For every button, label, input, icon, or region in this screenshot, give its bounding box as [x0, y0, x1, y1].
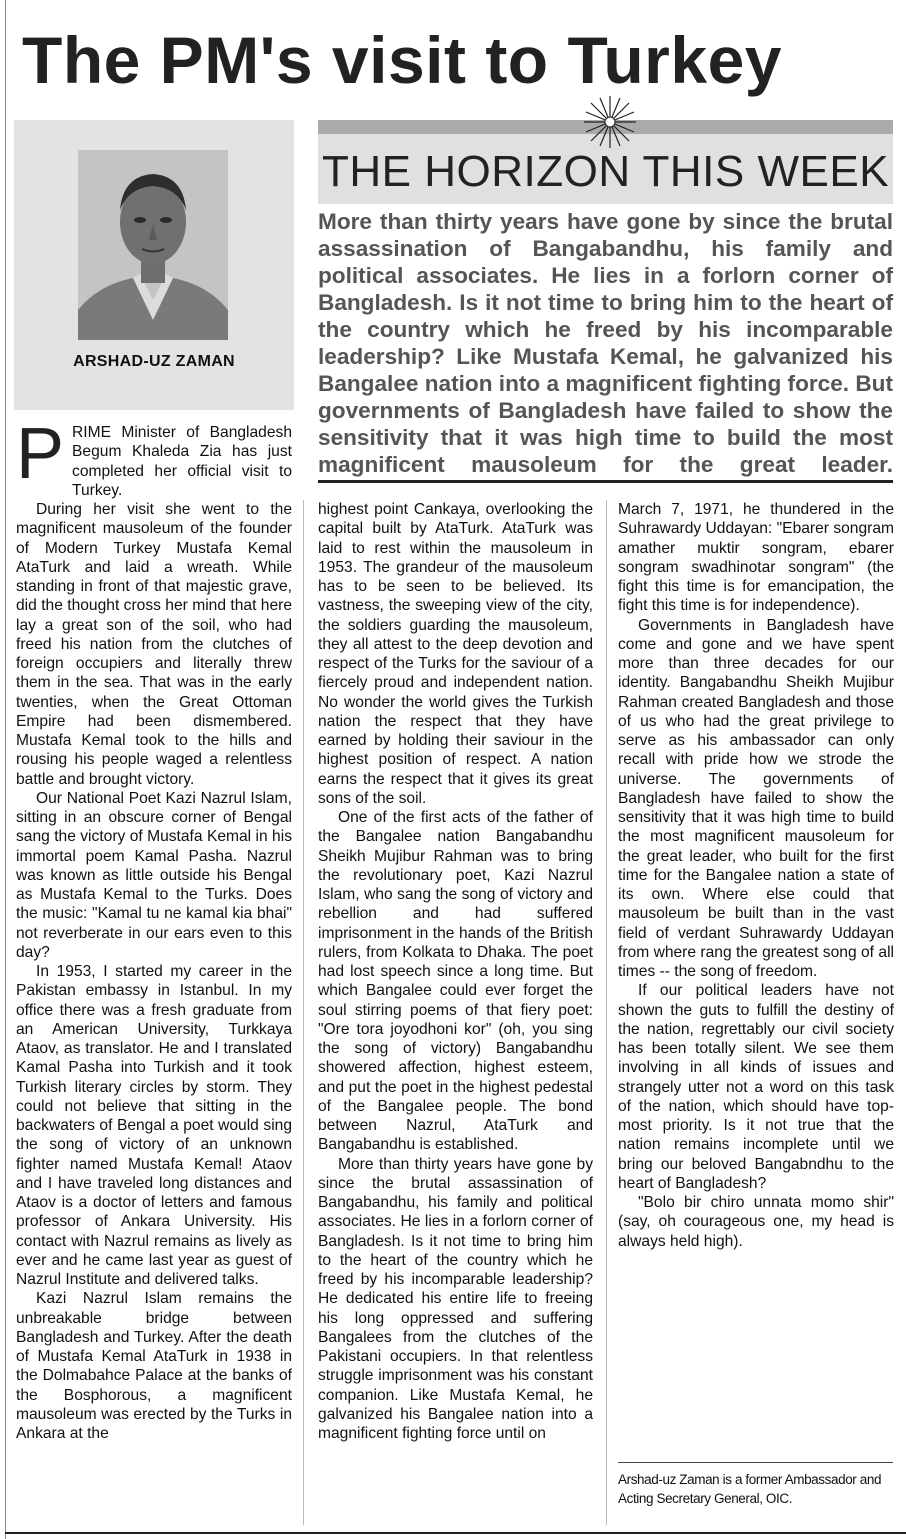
starburst-icon — [582, 94, 638, 150]
article-paragraph: highest point Cankaya, overlooking the capital built by AtaTurk. AtaTurk was laid to rest within the mausoleum in 1953. The grandeur of the mausoleum has to be seen to be believed. Its vastness, the sweeping view of the city, the soldiers guarding the mausoleum, they all attest to the deep devotion and respect of the Turks for the saviour of a fiercely proud and independent nation. No wonder the world gives the Turkish nation the respect that they have earned by holding their saviour in the highest position of respect. A nation earns the respect that it gives its great sons of the soil. — [318, 501, 593, 807]
author-portrait-icon — [78, 150, 228, 340]
article-paragraph: During her visit she went to the magnificent mausoleum of the founder of Modern Turkey Mustafa Kemal AtaTurk and laid a wreath. While standing in front of that majestic grave, did the thought cross her mind that here lay a great son of the soil, who had freed his nation from the clutches of foreign occupiers and literally threw them in the sea. That was in the early twenties, when the Great Ottoman Empire had been dismembered. Mustafa Kemal took to the hills and rousing his people waged a relentless battle and brought victory. — [16, 501, 292, 788]
article-column-3 — [618, 500, 894, 1460]
article-paragraph: Governments in Bangladesh have come and gone and we have spent more than three decades for our identity. Bangabandhu Sheikh Mujibur Rahman created Bangladesh and those of us who had the great privilege to serve as his ambassador can only recall with pride how we strode the universe. The governments of Bangladesh have failed to show the sensitivity that it was high time to build the most magnificent mausoleum for the great leader, who built for the first time for the Bangalee nation a state of its own. Where else could that mausoleum be built than in the vast field of verdant Suhrawardy Uddayan from where rang the greatest song of all times -- the song of freedom. — [618, 616, 894, 980]
article-paragraph: If our political leaders have not shown the guts to fulfill the destiny of the nation, regrettably our civil society has been totally silent. We see them involving in all kinds of issues and strangely utter not a word on this task of the nation, which should have top-most priority. Is it not true that the nation remains incomplete until we bring our beloved Bangabndhu to the heart of Bangladesh? — [618, 982, 894, 1192]
article-paragraph: Kazi Nazrul Islam remains the unbreakable bridge between Bangladesh and Turkey. After the death of Mustafa Kemal AtaTurk in 1938 in the Dolmabahce Palace at the banks of the Bosphorous, a magnificent mausoleum was erected by the Turks in Ankara at the — [16, 1290, 292, 1442]
article-paragraph-text: RIME Minister of Bangladesh Begum Khaleda Zia has just completed her official visit to Turkey. — [72, 424, 292, 499]
author-photo — [78, 150, 228, 340]
author-bio: Arshad-uz Zaman is a former Ambassador and Acting Secretary General, OIC. — [618, 1472, 882, 1506]
article-paragraph: In 1953, I started my career in the Pakistan embassy in Istanbul. In my office there was a fresh graduate from an American University, Turkkaya Ataov, as translator. He and I translated Kamal Pasha into Turkish and it took Turkish literary circles by storm. They could not believe that sitting in the backwaters of Bengal a poet would sing the song of victory of an unknown fighter named Mustafa Kemal! Ataov and I have traveled long distances and Ataov is a doctor of letters and famous professor of Ankara University. His contact with Nazrul remains as lively as ever and he came last year as guest of Nazrul Institute and delivered talks. — [16, 963, 292, 1288]
drop-cap: P — [16, 414, 65, 494]
article-column-1 — [16, 414, 292, 1523]
column-divider — [606, 500, 607, 1525]
deck-rule — [318, 480, 893, 483]
article-paragraph — [16, 414, 292, 500]
article-column-2 — [318, 500, 593, 1525]
left-border-rule — [5, 0, 6, 1539]
bottom-border-rule — [5, 1532, 906, 1534]
article-paragraph: More than thirty years have gone by since the brutal assassination of Bangabandhu, his family and political associates. He lies in a forlorn corner of Bangladesh. Is it not time to bring him to the heart of the country which he freed by his incomparable leadership? He dedicated his entire life to freeing his long oppressed and suffering Bangalees from the clutches of the Pakistani occupiers. In that relentless struggle imprisonment was his constant companion. Like Mustafa Kemal, he galvanized his Bangalee nation into a magnificent fighting force until on — [318, 1155, 593, 1442]
article-paragraph: Our National Poet Kazi Nazrul Islam, sitting in an obscure corner of Bengal sang the victory of Mustafa Kemal in his immortal poem Kamal Pasha. Nazrul was known as little outside his Bengal as Mustafa Kemal to the Turks. Does the music: "Kamal tu ne kamal kia bhai" not reverberate in our ears even to this day? — [16, 789, 292, 961]
author-name: ARSHAD-UZ ZAMAN — [73, 353, 235, 370]
column-divider — [303, 500, 304, 1525]
kicker-title: THE HORIZON THIS WEEK — [322, 147, 890, 196]
article-paragraph: "Bolo bir chiro unnata momo shir" (say, oh courageous one, my head is always held high). — [618, 1194, 894, 1250]
article-paragraph: March 7, 1971, he thundered in the Suhrawardy Uddayan: "Ebarer songram amather muktir songram, ebarer songram swadhinotar songram" (the fight this time is for emancipation, the fight this time is for independence). — [618, 501, 894, 615]
deck-summary: More than thirty years have gone by since the brutal assassination of Bangabandhu, his family and political associates. He lies in a forlorn corner of Bangladesh. Is it not time to bring him to the heart of the country which he freed by his incomparable leadership? Like Mustafa Kemal, he galvanized his Bangalee nation into a magnificent fighting force. But governments of Bangladesh have failed to show the sensitivity that it was high time to build the most magnificent mausoleum for the great leader. — [318, 209, 893, 477]
headline: The PM's visit to Turkey — [22, 23, 782, 97]
author-box — [14, 120, 294, 410]
article-paragraph: One of the first acts of the father of the Bangalee nation Bangabandhu Sheikh Mujibur Rahman was to bring the revolutionary poet, Kazi Nazrul Islam, who sang the song of victory and rebellion and had suffered imprisonment in the hands of the British rulers, from Kolkata to Dhaka. The poet had lost speech since a long time. But which Bangalee could ever forget the soul stirring poems of that fiery poet: "Ore tora joyodhoni kor" (oh, you sing the song of victory) Bangabandhu showered affection, highest esteem, and put the poet in the highest pedestal of the Bangalee people. The bond between Nazrul, AtaTurk and Bangabandhu is established. — [318, 809, 593, 1154]
bio-rule — [618, 1462, 893, 1463]
